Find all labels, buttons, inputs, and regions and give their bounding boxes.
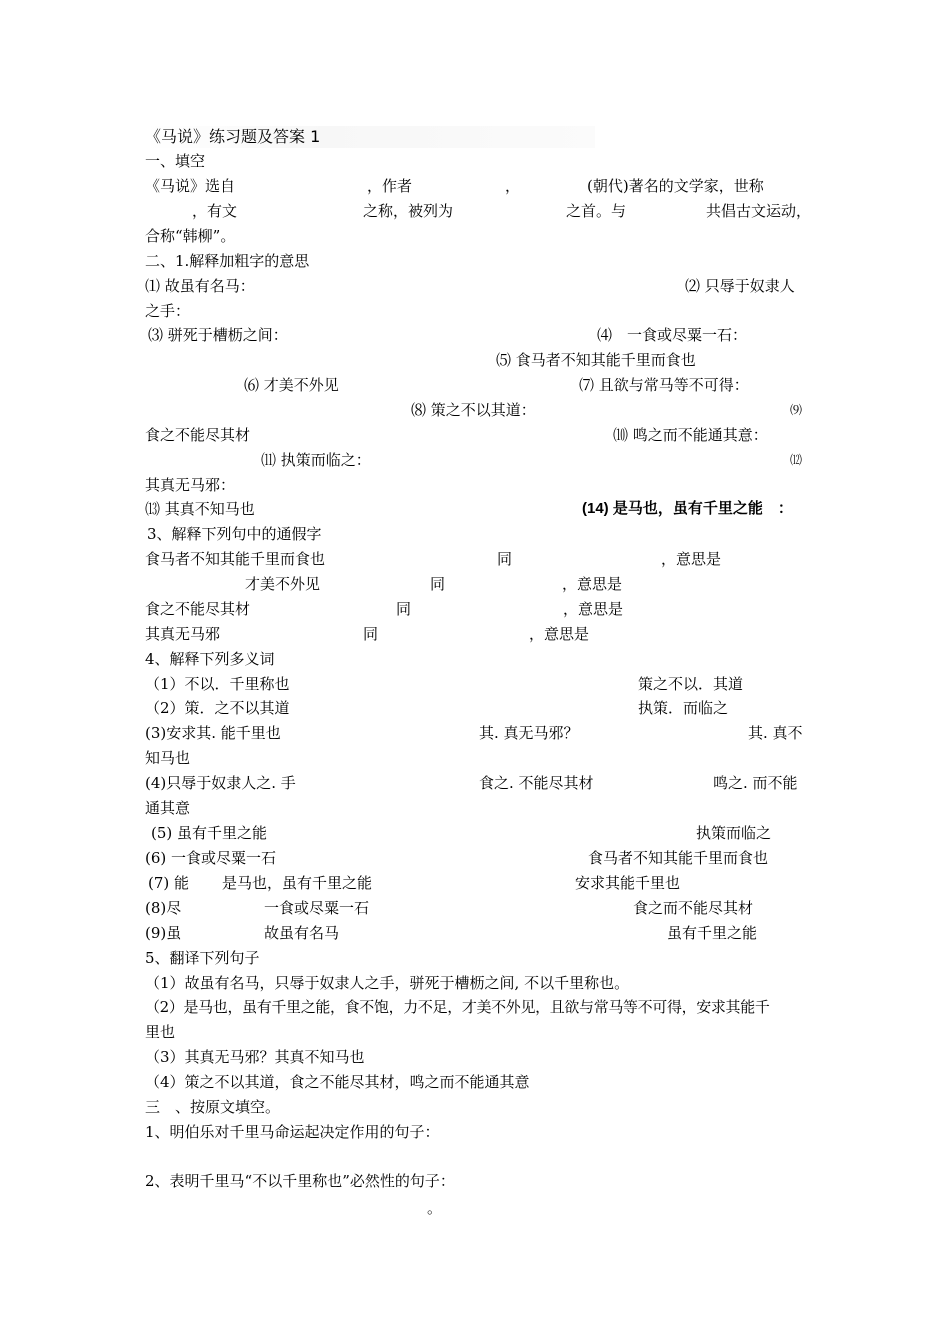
recite-question-2: 2、表明千里马“不以千里称也”必然性的句子： [145, 1172, 455, 1190]
polysemy-row-7: (5) 虽有千里之能 执策而临之 [151, 824, 772, 842]
tongjia-row-1: 食马者不知其能千里而食也 同 ，意思是 [145, 550, 722, 568]
polysemy-row-3: (3)安求其. 能千里也 其. 真无马邪？ 其. 真不 [145, 724, 803, 742]
translate-item-2-cont: 里也 [145, 1023, 176, 1041]
polysemy-row-5: (4)只辱于奴隶人之. 手 食之. 不能尽其材 鸣之. 而不能 [145, 774, 798, 792]
polysemy-row-6: 通其意 [145, 799, 191, 817]
recite-question-1: 1、明伯乐对千里马命运起决定作用的句子： [145, 1123, 440, 1141]
document-title: 《马说》练习题及答案 1 [145, 127, 321, 146]
fill-blank-line-3: 合称“韩柳”。 [145, 227, 236, 245]
translate-item-1: （1）故虽有名马，只辱于奴隶人之手，骈死于槽枥之间, 不以千里称也。 [145, 974, 630, 992]
translate-item-2: （2）是马也，虽有千里之能，食不饱，力不足，才美不外见，且欲与常马等不可得，安求其能千 [145, 998, 770, 1016]
polysemy-row-8: (6) 一食或尽粟一石 食马者不知其能千里而食也 [145, 849, 769, 867]
explain-row-9: 其真无马邪： [145, 476, 236, 494]
explain-row-5: ⑹ 才美不外见 ⑺ 且欲与常马等不可得： [244, 376, 749, 394]
tongjia-row-2: 才美不外见 同 ，意思是 [245, 575, 623, 593]
explain-row-7: 食之不能尽其材 ⑽ 鸣之而不能通其意： [145, 426, 768, 444]
tongjia-row-4: 其真无马邪 同 ，意思是 [145, 625, 590, 643]
explain-row-10: ⒀ 其真不知马也 (14) 是马也，虽有千里之能 ： [145, 500, 793, 518]
explain-row-6: ⑻ 策之不以其道： ⑼ [411, 401, 803, 419]
polysemy-row-2: （2）策．之不以其道 执策．而临之 [145, 699, 729, 717]
translate-item-3: （3）其真无马邪？其真不知马也 [145, 1048, 365, 1066]
explain-row-3: ⑶ 骈死于槽枥之间： ⑷ 一食或尽粟一石： [148, 326, 748, 344]
explain-row-8: ⑾ 执策而临之： ⑿ [261, 451, 803, 469]
explain-row-1: ⑴ 故虽有名马： ⑵ 只辱于奴隶人 [145, 277, 795, 295]
fill-blank-line-1: 《马说》选自 ，作者 ， (朝代)著名的文学家，世称 [145, 177, 764, 195]
polysemy-row-10: (8)尽 一食或尽粟一石 食之而不能尽其材 [145, 899, 754, 917]
fill-blank-line-2: ，有文 之称，被列为 之首。与 共倡古文运动， [192, 202, 812, 220]
section-explain-heading: 二、1.解释加粗字的意思 [145, 252, 310, 270]
section-translate-heading: 5、翻译下列句子 [145, 949, 260, 967]
section-tongjia-heading: 3、解释下列句中的通假字 [147, 525, 322, 543]
section-recite-heading: 三 、按原文填空。 [145, 1098, 281, 1116]
explain-row-4: ⑸ 食马者不知其能千里而食也 [496, 351, 696, 369]
tongjia-row-3: 食之不能尽其材 同 ，意思是 [145, 600, 624, 618]
polysemy-row-9: (7) 能 是马也，虽有千里之能 安求其能千里也 [148, 874, 681, 892]
translate-item-4: （4）策之不以其道，食之不能尽其材，鸣之而不能通其意 [145, 1073, 530, 1091]
polysemy-row-4: 知马也 [145, 749, 191, 767]
recite-answer-end: 。 [427, 1199, 443, 1217]
section-fill-blank-heading: 一、填空 [145, 152, 206, 170]
polysemy-row-11: (9)虽 故虽有名马 虽有千里之能 [145, 924, 758, 942]
section-polysemy-heading: 4、解释下列多义词 [145, 650, 275, 668]
polysemy-row-1: （1）不以．千里称也 策之不以．其道 [145, 675, 744, 693]
explain-row-2: 之手： [145, 302, 191, 320]
